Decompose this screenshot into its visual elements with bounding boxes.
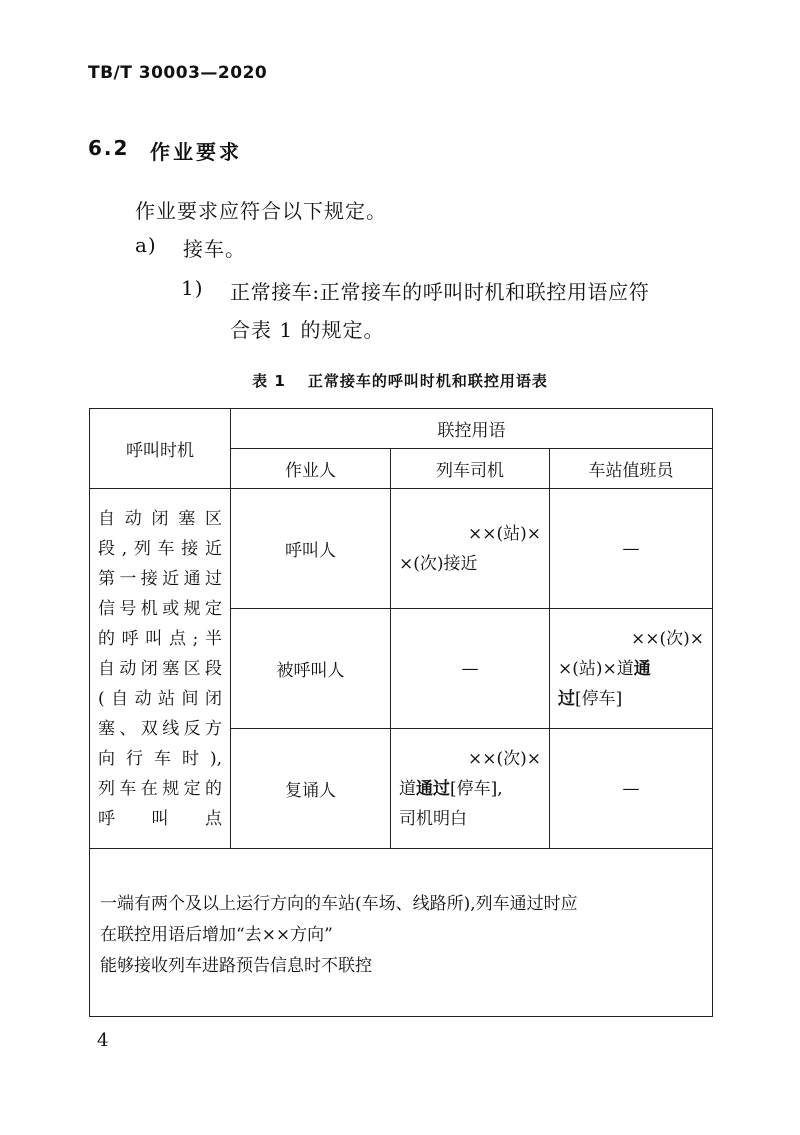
driver-cell-row1 [391,489,550,609]
header-control-terms: 联控用语 [231,409,713,449]
page-number: 4 [97,1030,109,1051]
table-row [90,489,713,609]
timing-line: 列车在规定的 [98,778,222,799]
item-a-text: 接车。 [183,237,246,261]
header-operator: 作业人 [231,449,391,489]
table-notes [90,849,713,1017]
item-1-text-line1: 正常接车:正常接车的呼叫时机和联控用语应符 [230,280,650,304]
timing-line: 自动闭塞区段 [98,658,222,679]
driver-cell-row3 [391,729,550,849]
operator-caller: 呼叫人 [231,489,391,609]
station-cell-row1: — [550,489,713,609]
timing-line: (自动站间闭 [98,688,222,709]
section-title: 作业要求 [150,140,242,164]
driver-line: ××(站)× [468,523,541,544]
timing-line: 段,列车接近 [98,538,222,559]
timing-line: 的呼叫点;半 [98,628,222,649]
driver-line: 道通过[停车], [399,778,503,799]
table-caption-label: 表 1 [252,372,286,390]
header-driver: 列车司机 [391,449,550,489]
driver-cell-row2: — [391,609,550,729]
driver-line: ××(次)× [468,748,541,769]
driver-line: 司机明白 [399,808,467,829]
table-caption-title: 正常接车的呼叫时机和联控用语表 [307,372,548,390]
operator-repeater: 复诵人 [231,729,391,849]
timing-line: 自动闭塞区 [98,508,222,529]
section-number: 6.2 [88,136,130,160]
item-1-label: 1) [181,276,204,300]
station-line: ××(次)× [631,628,704,649]
note-line: 能够接收列车进路预告信息时不联控 [100,956,372,976]
item-1-text-line2: 合表 1 的规定。 [230,318,385,342]
timing-line: 向行车时), [98,748,222,769]
station-cell-row2 [550,609,713,729]
call-timing-table [89,408,713,1017]
timing-line: 第一接近通过 [98,568,222,589]
driver-line: ×(次)接近 [399,553,478,574]
station-cell-row3: — [550,729,713,849]
item-a-label: a) [135,233,157,257]
timing-line: 信号机或规定 [98,598,222,619]
timing-line: 呼叫点 [98,808,222,829]
standard-id: TB/T 30003—2020 [88,63,268,83]
header-station-duty: 车站值班员 [550,449,713,489]
timing-line: 塞、双线反方 [98,718,222,739]
call-timing-cell [90,489,231,849]
station-line: ×(站)×道通 [558,658,651,679]
operator-callee: 被呼叫人 [231,609,391,729]
header-call-timing: 呼叫时机 [90,409,231,489]
note-line: 一端有两个及以上运行方向的车站(车场、线路所),列车通过时应 [100,894,578,914]
station-line: 过[停车] [558,688,623,709]
note-line: 在联控用语后增加“去××方向” [100,925,333,945]
table-caption [0,370,800,391]
intro-paragraph: 作业要求应符合以下规定。 [135,199,387,223]
